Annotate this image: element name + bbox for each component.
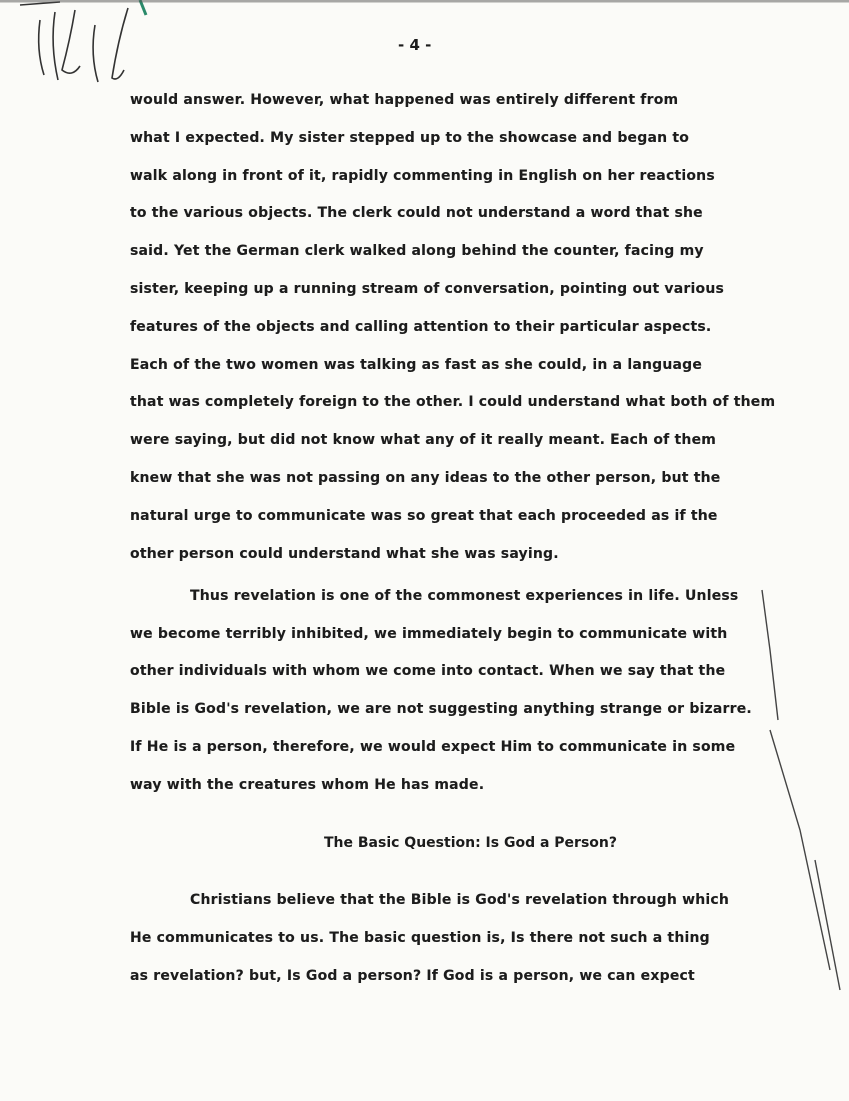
text-line: walk along in front of it, rapidly commenting in English on her reactions	[130, 167, 715, 184]
text-line: were saying, but did not know what any of it really meant. Each of them	[130, 432, 717, 449]
text-line: to the various objects. The clerk could not understand a word that she	[130, 205, 703, 222]
text-line: If He is a person, therefore, we would expect Him to communicate in some	[130, 738, 736, 755]
text-line: what I expected. My sister stepped up to the showcase and began to	[130, 129, 690, 146]
section-heading: The Basic Question: Is God a Person?	[324, 835, 617, 851]
text-line: Bible is God's revelation, we are not suggesting anything strange or bizarre.	[130, 701, 752, 718]
text-line: sister, keeping up a running stream of conversation, pointing out various	[130, 281, 725, 297]
margin-line-marks	[762, 590, 840, 990]
text-line: other individuals with whom we come into contact. When we say that the	[130, 663, 726, 680]
page-number: - 4 -	[398, 36, 432, 54]
text-line: Thus revelation is one of the commonest experiences in life. Unless	[190, 588, 739, 604]
text-line: as revelation? but, Is God a person? If God is a person, we can expect	[130, 968, 695, 984]
text-line: natural urge to communicate was so great that each proceeded as if the	[130, 507, 718, 524]
text-line: would answer. However, what happened was entirely different from	[130, 92, 679, 108]
handwritten-scribble	[20, 2, 128, 82]
text-line: Each of the two women was talking as fast as she could, in a language	[130, 356, 703, 373]
text-line: He communicates to us. The basic question is, Is there not such a thing	[130, 930, 710, 946]
text-line: Christians believe that the Bible is God's revelation through which	[190, 892, 730, 908]
text-line: way with the creatures whom He has made.	[130, 776, 485, 793]
text-line: that was completely foreign to the other. I could understand what both of them	[130, 394, 776, 411]
text-line: knew that she was not passing on any ideas to the other person, but the	[130, 470, 721, 486]
text-line: other person could understand what she was saying.	[130, 545, 559, 562]
text-line: said. Yet the German clerk walked along behind the counter, facing my	[130, 243, 704, 260]
text-line: features of the objects and calling attention to their particular aspects.	[130, 318, 712, 335]
text-line: we become terribly inhibited, we immediately begin to communicate with	[130, 625, 728, 642]
